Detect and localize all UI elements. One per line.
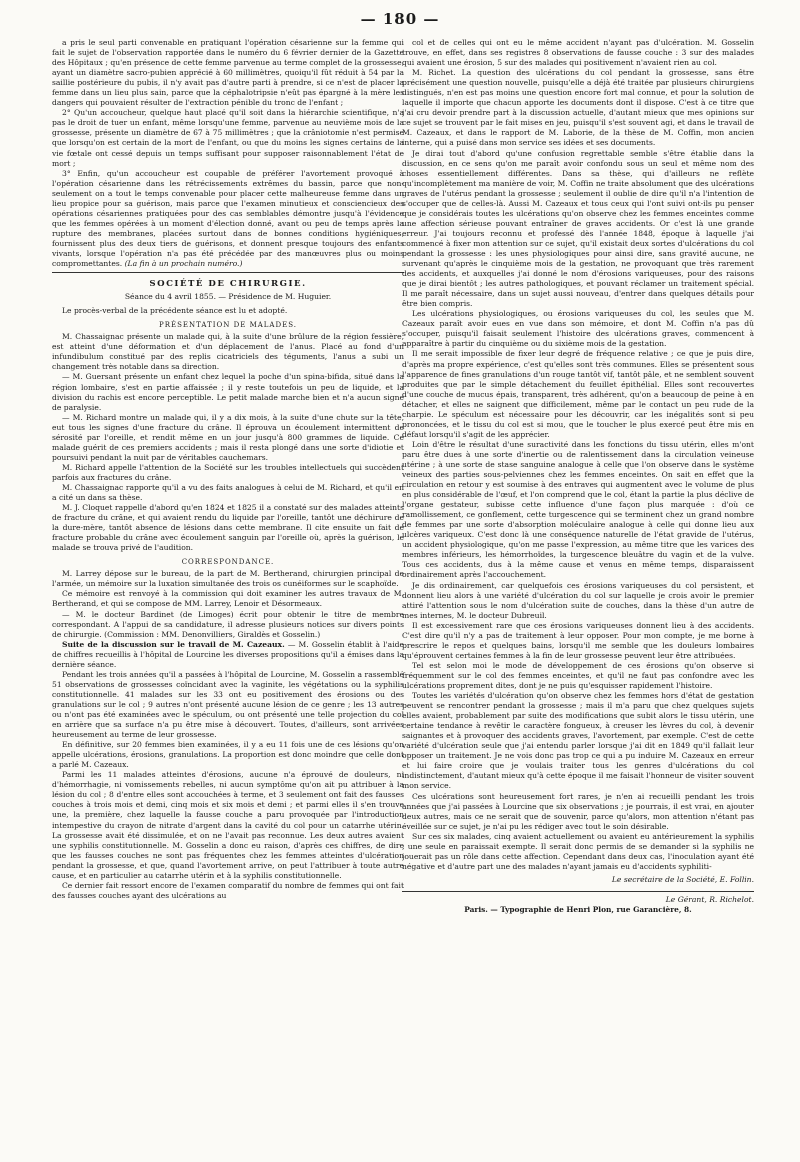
session-line: Séance du 4 avril 1855. — Présidence de M. Huguier. [124,292,332,302]
paragraph: Il me serait impossible de fixer leur degré de fréquence relative ; ce que je puis dire, d'après ma propre expérience, c'est qu'elles sont très communes. Elles se présentent sous l'apparence de fines granulations d'un rouge tantôt vif, tantôt pâle, et ne semblent souvent produites que par le simple détachement du feuillet épithélial. Elles sont recouvertes d'une couche de mucus épais, transparent, très adhérent, qu'on a beaucoup de peine à en détacher, et elles ne saignent que difficilement, même par le contact un peu rude de la charpie. Le spéculum est nécessaire pour les découvrir, car les inégalités sont si peu prononcées, et le tissu du col est si mou, que le toucher le plus exercé peut être mis en défaut lorsqu'il s'agit de les apprécier. [402,349,754,439]
section-heading: SOCIÉTÉ DE CHIRURGIE. [149,279,307,290]
divider [402,891,754,892]
paragraph: Toutes les variétés d'ulcération qu'on observe chez les femmes hors d'état de gestation peuvent se rencontrer pendant la grossesse ; mais il m'a paru que chez quelques sujets elles avaient, probablement par suite des modifications que subit alors le tissu utérin, une certaine tendance à revêtir le caractère fongueux, à creuser les lèvres du col, à devenir saignantes et à provoquer des accidents graves, l'avortement, par exemple. C'est de cette variété d'ulcération seule que j'ai entendu parler lorsque j'ai dit en 1849 qu'il fallait leur opposer un traitement. Je ne vois donc pas trop ce qui a pu induire M. Cazeaux en erreur et lui faire croire que je voulais traiter tous les genres d'ulcérations du col indistinctement, d'autant mieux qu'à cette époque il me faisait l'honneur de visiter souvent mon service. [402,691,754,791]
paragraph: Ce dernier fait ressort encore de l'examen comparatif du nombre de femmes qui ont fait des fausses couches ayant des ulcérations au [52,880,404,900]
paragraph: Je dis ordinairement, car quelquefois ces érosions variqueuses du col persistent, et donnent lieu alors à une variété d'ulcération du col sur laquelle je crois avoir le premier attiré l'attention sous le nom d'ulcération suite de couches, dans la thèse d'un autre de mes internes, M. le docteur Dubreuil. [402,580,754,620]
continued-note: (La fin à un prochain numéro.) [124,259,243,269]
paragraph-text: 3° Enfin, qu'un accoucheur est coupable de préférer l'avortement provoqué à l'opération césarienne dans les rétrécissements extrêmes du bassin, parce que non-seulement on a tout le temps convenable pour placer cette malheureuse femme dans un lieu propice pour sa guérison, mais parce que l'examen minutieux et consciencieux des opérations césariennes pratiquées pour des cas semblables démontre jusqu'à l'évidence que les femmes opérées à un moment d'élection donné, avant ou peu de temps après la rupture des membranes, placées surtout dans de bonnes conditions hygiéniques, fournissent plus des deux tiers de guérisons, et donnent presque toujours des enfants vivants, lorsque l'opération n'a pas été précédée par des manœuvres plus ou moins compromettantes. [52,168,404,269]
divider [52,272,404,273]
paragraph: Ces ulcérations sont heureusement fort rares, je n'en ai recueilli pendant les trois années que j'ai passées à Lourcine que six observations ; je pourrais, il est vrai, en ajouter deux autres, mais ce ne serait que de souvenir, parce qu'alors, mon attention n'étant pas éveillée sur ce sujet, je n'ai pu les rédiger avec tout le soin désirable. [402,791,754,831]
paragraph: — M. Richard montre un malade qui, il y a dix mois, à la suite d'une chute sur la tête, eut tous les signes d'une fracture du crâne. Il éprouva un écoulement intermittent de sérosité par l'oreille, et rendit même en un jour jusqu'à 800 grammes de liquide. Ce malade guérit de ces premiers accidents ; mais il resta plongé dans une sorte d'idiotie et poursuivi pendant la nuit par de véritables cauchemars. [52,412,404,462]
paragraph: Le procès-verbal de la précédente séance est lu et adopté. [62,306,288,316]
paragraph: Parmi les 11 malades atteintes d'érosions, aucune n'a éprouvé de douleurs, ni d'hémorrhagie, ni vomissements rebelles, ni aucun symptôme qu'on ait pu attribuer à la lésion du col ; 8 d'entre elles sont accouchées à terme, et 3 seulement ont fait des fausses couches à trois mois et demi, cinq mois et six mois et demi ; et parmi elles il s'en trouve une, la première, chez laquelle la fausse couche a paru provoquée par l'introduction intempestive du crayon de nitrate d'argent dans la cavité du col pour un catarrhe utérin. La grossesse avait été dissimulée, et on ne l'avait pas reconnue. Les deux autres avaient une syphilis constitutionnelle. M. Gosselin a donc eu raison, d'après ces chiffres, de dire que les fausses couches ne sont pas fréquentes chez les femmes atteintes d'ulcération pendant la grossesse, et que, quand l'avortement arrive, on peut l'attribuer à toute autre cause, et en particulier au catarrhe utérin et à la syphilis constitutionnelle. [52,770,404,880]
page-header [0,6,800,34]
subheading: CORRESPONDANCE. [181,558,275,567]
printer-imprint: Paris. — Typographie de Henri Plon, rue Garancière, 8. [464,904,692,914]
paragraph: Pendant les trois années qu'il a passées à l'hôpital de Lourcine, M. Gosselin a rassemblé 51 observations de grossesses coïncidant avec la vaginite, les végétations ou la syphilis constitutionnelle. 41 malades sur les 33 ont eu positivement des érosions ou des granulations sur le col ; 9 autres n'ont présenté aucune lésion de ce genre ; les 13 autres ou n'ont pas été examinées avec le spéculum, ou ont présenté une telle projection du col en arrière que sa surface n'a pu être mise à découvert. Toutes, d'ailleurs, sont arrivées heureusement au terme de leur grossesse. [52,669,404,740]
subheading: PRÉSENTATION DE MALADES. [159,321,297,330]
paragraph: M. Richet. La question des ulcérations du col pendant la grossesse, sans être précisément une question nouvelle, puisqu'elle a déjà été traitée par plusieurs chirurgiens distingués, n'en est pas moins une question encore fort mal connue, et pour la solution de laquelle il importe que chacun apporte les documents dont il dispose. C'est à ce titre que j'ai cru devoir prendre part à la discussion actuelle, d'autant mieux que mes opinions sur ce sujet se trouvent par le fait mises en jeu, puisqu'il s'est souvent agi, et dans le travail de M. Cazeaux, et dans le rapport de M. Laborie, de la thèse de M. Coffin, mon ancien interne, qui a puisé dans mon service ses idées et ses documents. [402,68,754,148]
paragraph: M. Chassaignac rapporte qu'il a vu des faits analogues à celui de M. Richard, et qu'il en a cité un dans sa thèse. [52,482,404,503]
paragraph [52,169,404,269]
paragraph: Il est excessivement rare que ces érosions variqueuses donnent lieu à des accidents. C'est dire qu'il n'y a pas de traitement à leur opposer. Pour mon compte, je me borne à prescrire le repos et quelques bains, lorsqu'il me semble que les douleurs lombaires qu'éprouvent certaines femmes à la fin de leur grossesse peuvent leur être attribuées. [402,620,754,660]
paragraph: Tel est selon moi le mode de développement de ces érosions qu'on observe si fréquemment sur le col des femmes enceintes, et qu'il ne faut pas confondre avec les ulcérations proprement dites, dont je ne puis qu'esquisser rapidement l'histoire. [402,660,754,690]
paragraph: col et de celles qui ont eu le même accident n'ayant pas d'ulcération. M. Gosselin trouve, en effet, dans ses registres 8 observations de fausse couche : 3 sur des malades qui avaient une érosion, 5 sur des malades qui positivement n'avaient rien au col. [402,38,754,68]
left-column [52,38,404,1148]
paragraph: Les ulcérations physiologiques, ou érosions variqueuses du col, les seules que M. Cazeaux paraît avoir eues en vue dans son mémoire, et dont M. Coffin n'a pas dû s'occuper, puisqu'il faisait seulement l'histoire des ulcérations graves, commencent à apparaître à partir du cinquième ou du sixième mois de la gestation. [402,309,754,349]
page-number: — 180 — [360,10,440,28]
paragraph: En définitive, sur 20 femmes bien examinées, il y a eu 11 fois une de ces lésions qu'on appelle ulcérations, érosions, granulations. La proportion est donc moindre que celle dont a parlé M. Cazeaux. [52,740,404,770]
paragraph: M. J. Cloquet rappelle d'abord qu'en 1824 et 1825 il a constaté sur des malades atteints de fracture du crâne, et qui avaient rendu du liquide par l'oreille, tantôt une déchirure de la dure-mère, tantôt absence de lésions dans cette membrane. Il cite ensuite un fait de fracture probable du crâne avec écoulement sanguin par l'oreille où, après la guérison, le malade se trouva privé de l'audition. [52,503,404,553]
paragraph: M. Chassaignac présente un malade qui, à la suite d'une brûlure de la région fessière, est atteint d'une déformation et d'un déplacement de l'anus. Placé au fond d'un infundibulum constitué par des replis cicatriciels des téguments, l'anus a subi un changement très notable dans sa direction. [52,332,404,372]
gerant-line: Le Gérant, R. Richelot. [665,894,754,904]
paragraph: 2° Qu'un accoucheur, quelque haut placé qu'il soit dans la hiérarchie scientifique, n'a pas le droit de tuer un enfant, même lorsqu'une femme, parvenue au neuvième mois de la grossesse, présente un diamètre de 67 à 75 millimètres ; que la crâniotomie n'est permise que lorsqu'on est certain de la mort de l'enfant, ou que du moins les signes certains de la vie fœtale ont cessé depuis un temps suffisant pour supposer raisonnablement l'état de mort ; [52,108,404,168]
paragraph: — M. le docteur Bardinet (de Limoges) écrit pour obtenir le titre de membre correspondant. A l'appui de sa candidature, il adresse plusieurs notices sur divers points de chirurgie. (Commission : MM. Denonvilliers, Giraldès et Gosselin.) [52,609,404,639]
paragraph: Ce mémoire est renvoyé à la commission qui doit examiner les autres travaux de M. Bertherand, et qui se compose de MM. Larrey, Lenoir et Désormeaux. [52,589,404,609]
secretary-signature: Le secrétaire de la Société, E. Follin. [611,874,754,884]
paragraph: M. Richard appelle l'attention de la Société sur les troubles intellectuels qui succèdent parfois aux fractures du crâne. [52,462,404,482]
paragraph-text: — M. Gosselin établit à l'aide de chiffres recueillis à l'hôpital de Lourcine les diverses propositions qu'il a émises dans la dernière séance. [52,639,404,669]
discussion-lead: Suite de la discussion sur le travail de M. Cazeaux. [62,639,285,649]
paragraph: Sur ces six malades, cinq avaient actuellement ou avaient eu antérieurement la syphilis ; une seule en paraissait exempte. Il serait donc permis de se demander si la syphilis ne jouerait pas un rôle dans cette affection. Cependant dans deux cas, l'inoculation ayant été négative et d'autre part une des malades n'ayant jamais eu d'accidents syphiliti- [402,831,754,871]
right-column [402,38,754,1148]
paragraph: Loin d'être le résultat d'une suractivité dans les fonctions du tissu utérin, elles m'ont paru être dues à une sorte d'inertie ou de ralentissement dans la circulation veineuse utérine ; à une sorte de stase sanguine analogue à celle que l'on observe dans le système veineux des parties sous-pelviennes chez les femmes enceintes. On sait en effet que la circulation en retour y est soumise à des entraves qui augmentent avec le volume de plus en plus considérable de l'œuf, et l'on comprend que le col, étant la partie la plus déclive de l'organe gestateur, subisse cette influence d'une façon plus marquée : d'où ce ramollissement, ce gonflement, cette turgescence qui se terminent chez un grand nombre de femmes par une sorte d'absorption moléculaire analogue à celle qui donne lieu aux ulcères variqueux. C'est donc là une conséquence naturelle de l'état gravide de l'utérus, un accident physiologique, qu'on me passe l'expression, au même titre que les varices des membres inférieurs, les hémorrhoïdes, la turgescence bleuâtre du vagin et de la vulve. Tous ces accidents, dus à la même cause et venus en même temps, disparaissent ordinairement après l'accouchement. [402,439,754,580]
paragraph: — M. Guersant présente un enfant chez lequel la poche d'un spina-bifida, situé dans la région lombaire, s'est en partie affaissée ; il y reste toutefois un peu de liquide, et la division du rachis est encore perceptible. Le petit malade marche bien et n'a aucun signe de paralysie. [52,372,404,412]
paragraph: Je dirai tout d'abord qu'une confusion regrettable semble s'être établie dans la discussion, en ce sens qu'on me paraît avoir confondu sous un seul et même nom des choses essentiellement différentes. Dans sa thèse, qui d'ailleurs ne reflète qu'incomplètement ma manière de voir, M. Coffin ne traite absolument que des ulcérations graves de l'utérus pendant la grossesse ; seulement il oublie de dire qu'il n'a l'intention de s'occuper que de celles-là. Aussi M. Cazeaux et tous ceux qui l'ont suivi ont-ils pu penser que je considérais toutes les ulcérations qu'on observe chez les femmes enceintes comme une affection sérieuse pouvant entraîner de graves accidents. Or c'est là une grande erreur. J'ai toujours reconnu et professé dès l'année 1848, époque à laquelle j'ai commencé à fixer mon attention sur ce sujet, qu'il existait deux sortes d'ulcérations du col pendant la grossesse : les unes physiologiques pour ainsi dire, sans gravité aucune, ne survenant qu'après le cinquième mois de la gestation, ne provoquant que très rarement des accidents, et auxquelles j'ai donné le nom d'érosions variqueuses, pour des raisons que je dirai bientôt ; les autres pathologiques, et pouvant réclamer un traitement spécial. Il me paraît nécessaire, dans un sujet aussi nouveau, d'entrer dans quelques détails pour être bien compris. [402,148,754,309]
paragraph: M. Larrey dépose sur le bureau, de la part de M. Bertherand, chirurgien principal de l'armée, un mémoire sur la luxation simultanée des trois os cunéiformes sur le scaphoïde. [52,569,404,589]
paragraph: a pris le seul parti convenable en pratiquant l'opération césarienne sur la femme qui fait le sujet de l'observation rapportée dans le numéro du 6 février dernier de la Gazette des Hôpitaux ; qu'en présence de cette femme parvenue au terme complet de la grossesse, ayant un diamètre sacro-pubien apprécié à 60 millimètres, quoiqu'il fût réduit à 54 par la saillie postérieure du pubis, il n'y avait pas d'autre parti à prendre, si ce n'est de placer la femme dans un lieu plus sain, parce que la céphalotripsie n'eût pas épargné à la mère les dangers qui pouvaient résulter de l'extraction pénible du tronc de l'enfant ; [52,38,404,108]
paragraph [52,640,404,670]
